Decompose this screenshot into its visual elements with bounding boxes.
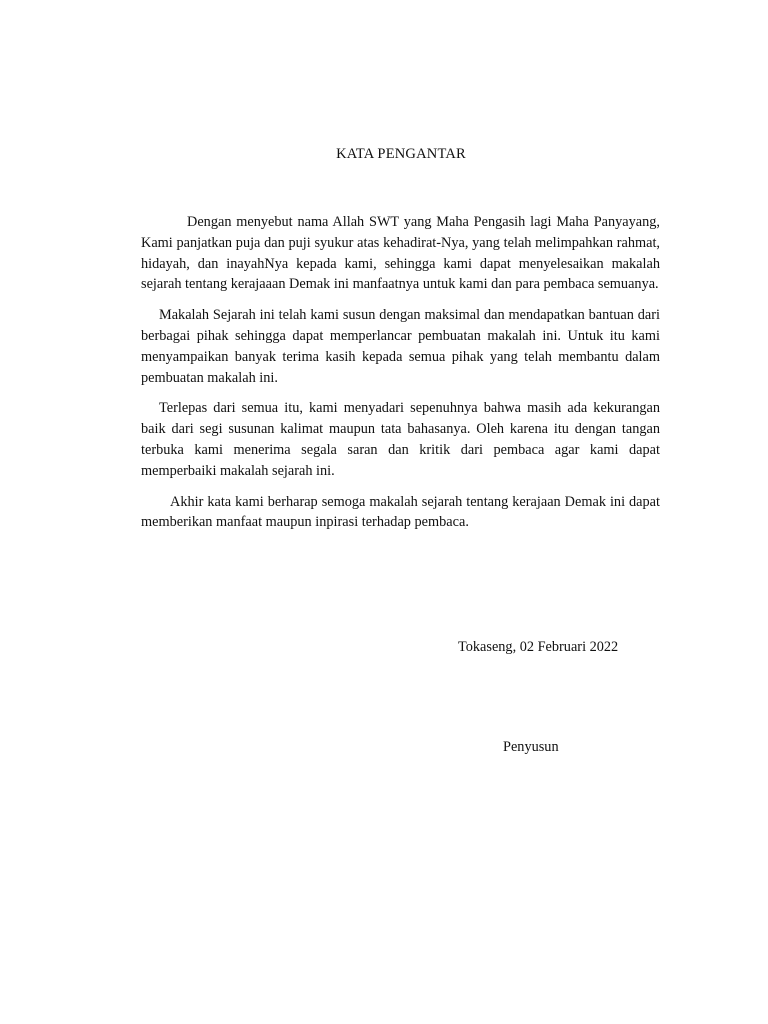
paragraph-shortcomings: Terlepas dari semua itu, kami menyadari sepenuhnya bahwa masih ada kekurangan baik dari segi susunan kalimat maupun tata bahasanya. Oleh karena itu dengan tangan terbuka kami menerima segala saran dan kritik dari pembaca agar kami dapat memperbaiki makalah sejarah ini. — [141, 400, 660, 479]
paragraph-opening: Dengan menyebut nama Allah SWT yang Maha Pengasih lagi Maha Panyayang, Kami panjatkan puja dan puji syukur atas kehadirat-Nya, yang telah melimpahkan rahmat, hidayah, dan inayahNya kepada kami, sehingga kami dapat menyelesaikan makalah sejarah tentang kerajaaan Demak ini manfaatnya untuk kami dan para pembaca semuanya. — [141, 214, 660, 293]
author-signature-label: Penyusun — [503, 739, 559, 755]
document-title: KATA PENGANTAR — [336, 146, 466, 162]
document-body — [141, 212, 660, 543]
paragraph-closing: Akhir kata kami berharap semoga makalah sejarah tentang kerajaan Demak ini dapat memberikan manfaat maupun inpirasi terhadap pembaca. — [141, 493, 660, 531]
place-date: Tokaseng, 02 Februari 2022 — [458, 639, 619, 655]
paragraph-acknowledgement: Makalah Sejarah ini telah kami susun dengan maksimal dan mendapatkan bantuan dari berbagai pihak sehingga dapat memperlancar pembuatan makalah ini. Untuk itu kami menyampaikan banyak terima kasih kepada semua pihak yang telah membantu dalam pembuatan makalah ini. — [141, 307, 660, 386]
